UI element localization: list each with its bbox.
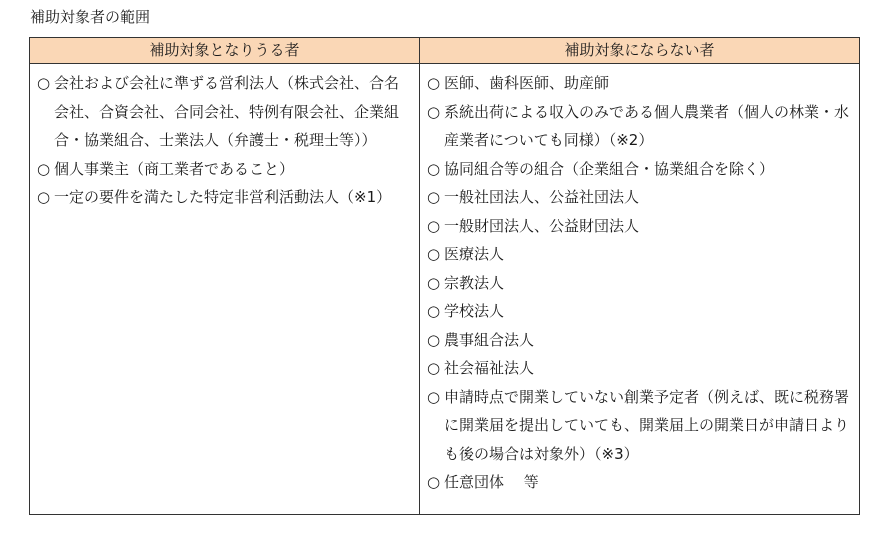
eligible-cell bbox=[30, 64, 420, 515]
list-item bbox=[30, 155, 419, 184]
list-item bbox=[420, 212, 859, 241]
item-text: 医師、歯科医師、助産師 bbox=[444, 74, 610, 92]
list-item bbox=[420, 269, 859, 298]
item-text: 個人事業主（商工業者であること） bbox=[54, 159, 295, 178]
circle-bullet-icon: ○ bbox=[427, 74, 441, 92]
item-text: 宗教法人 bbox=[444, 273, 505, 292]
list-item bbox=[420, 98, 859, 155]
list-item bbox=[420, 326, 859, 355]
item-text: 一般財団法人、公益財団法人 bbox=[444, 216, 640, 235]
circle-bullet-icon: ○ bbox=[427, 245, 441, 263]
table-header-row bbox=[30, 38, 860, 64]
list-item bbox=[30, 69, 419, 155]
item-text: 協同組合等の組合（企業組合・協業組合を除く） bbox=[444, 159, 775, 178]
item-text: 申請時点で開業していない創業予定者（例えば、既に税務署に開業届を提出していても、開業届上の開業日が申請日よりも後の場合は対象外）（※3） bbox=[444, 387, 850, 463]
item-text: 任意団体 等 bbox=[444, 473, 539, 491]
list-item bbox=[420, 183, 859, 212]
eligible-list bbox=[30, 64, 419, 212]
circle-bullet-icon: ○ bbox=[427, 159, 441, 178]
item-text: 一般社団法人、公益社団法人 bbox=[444, 188, 640, 206]
item-text: 会社および会社に準ずる営利法人（株式会社、合名会社、合資会社、合同会社、特例有限会社、企業組合・協業組合、士業法人（弁護士・税理士等）） bbox=[54, 74, 400, 149]
item-text: 一定の要件を満たした特定非営利活動法人（※1） bbox=[54, 188, 392, 206]
ineligible-list bbox=[420, 64, 859, 497]
circle-bullet-icon: ○ bbox=[37, 188, 51, 206]
circle-bullet-icon: ○ bbox=[427, 273, 441, 292]
circle-bullet-icon: ○ bbox=[427, 102, 441, 121]
list-item bbox=[420, 383, 859, 469]
eligibility-table bbox=[29, 37, 860, 515]
circle-bullet-icon: ○ bbox=[427, 188, 441, 206]
header-ineligible: 補助対象にならない者 bbox=[420, 38, 860, 64]
circle-bullet-icon: ○ bbox=[427, 387, 441, 406]
list-item bbox=[30, 183, 419, 212]
list-item bbox=[420, 468, 859, 497]
circle-bullet-icon: ○ bbox=[427, 302, 441, 320]
circle-bullet-icon: ○ bbox=[427, 216, 441, 235]
circle-bullet-icon: ○ bbox=[37, 74, 51, 92]
ineligible-cell bbox=[420, 64, 860, 515]
item-text: 農事組合法人 bbox=[444, 330, 535, 349]
header-eligible: 補助対象となりうる者 bbox=[30, 38, 420, 64]
list-item bbox=[420, 297, 859, 326]
list-item bbox=[420, 155, 859, 184]
list-item bbox=[420, 69, 859, 98]
item-text: 学校法人 bbox=[444, 302, 505, 320]
page-title: 補助対象者の範囲 bbox=[30, 8, 151, 26]
circle-bullet-icon: ○ bbox=[427, 359, 441, 377]
list-item bbox=[420, 240, 859, 269]
item-text: 系統出荷による収入のみである個人農業者（個人の林業・水産業者についても同様）（※2） bbox=[444, 102, 850, 149]
circle-bullet-icon: ○ bbox=[427, 473, 441, 491]
circle-bullet-icon: ○ bbox=[427, 330, 441, 349]
table-body-row bbox=[30, 64, 860, 515]
list-item bbox=[420, 354, 859, 383]
circle-bullet-icon: ○ bbox=[37, 159, 51, 178]
item-text: 医療法人 bbox=[444, 245, 505, 263]
item-text: 社会福祉法人 bbox=[444, 359, 535, 377]
